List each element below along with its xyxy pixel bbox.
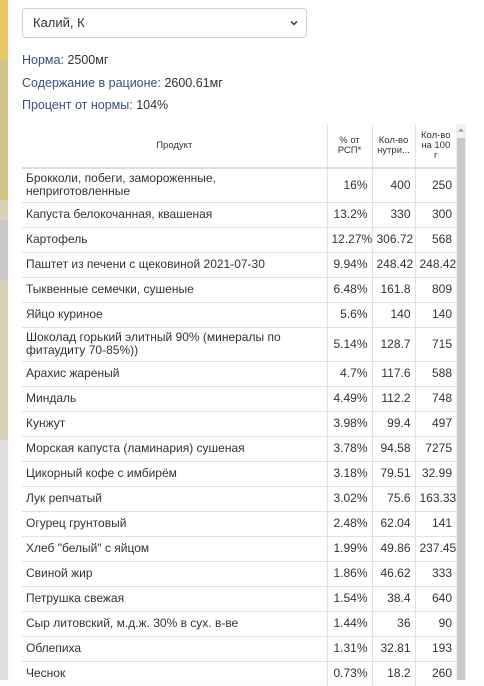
arrow-up-icon[interactable] (457, 126, 465, 134)
header-amount[interactable]: Кол-во нутри... (372, 124, 415, 168)
product-name-cell: Лук репчатый (22, 486, 327, 511)
table-row (22, 327, 456, 361)
product-name-cell: Тыквенные семечки, сушеные (22, 277, 327, 302)
table-row (22, 302, 456, 327)
per100-cell: 250 (415, 168, 456, 202)
products-table (22, 124, 456, 686)
amount-cell: 38.4 (372, 586, 415, 611)
amount-cell: 79.51 (372, 461, 415, 486)
content-value: 2600.61мг (164, 76, 223, 90)
product-name-cell: Чеснок (22, 661, 327, 686)
table-row (22, 436, 456, 461)
percent-cell: 3.02% (327, 486, 372, 511)
per100-cell: 497 (415, 411, 456, 436)
per100-cell: 588 (415, 361, 456, 386)
content-line (22, 76, 223, 90)
percent-line (22, 98, 168, 112)
per100-cell: 248.42 (415, 252, 456, 277)
product-name-cell: Петрушка свежая (22, 586, 327, 611)
per100-cell: 748 (415, 386, 456, 411)
per100-cell: 7275 (415, 436, 456, 461)
table-row (22, 511, 456, 536)
product-name-cell: Свиной жир (22, 561, 327, 586)
percent-label: Процент от нормы: (22, 98, 133, 112)
product-name-cell: Миндаль (22, 386, 327, 411)
percent-cell: 3.78% (327, 436, 372, 461)
table-row (22, 536, 456, 561)
percent-cell: 4.7% (327, 361, 372, 386)
norm-label: Норма: (22, 53, 64, 67)
product-name-cell: Капуста белокочанная, квашеная (22, 202, 327, 227)
product-name-cell: Огурец грунтовый (22, 511, 327, 536)
per100-cell: 141 (415, 511, 456, 536)
amount-cell: 112.2 (372, 386, 415, 411)
table-row (22, 586, 456, 611)
per100-cell: 140 (415, 302, 456, 327)
percent-cell: 1.86% (327, 561, 372, 586)
amount-cell: 330 (372, 202, 415, 227)
product-name-cell: Картофель (22, 227, 327, 252)
nutrient-select[interactable] (22, 8, 307, 38)
percent-cell: 1.99% (327, 536, 372, 561)
background-page-strip (0, 0, 8, 680)
product-name-cell: Кунжут (22, 411, 327, 436)
percent-cell: 6.48% (327, 277, 372, 302)
amount-cell: 99.4 (372, 411, 415, 436)
percent-cell: 4.49% (327, 386, 372, 411)
amount-cell: 46.62 (372, 561, 415, 586)
per100-cell: 300 (415, 202, 456, 227)
percent-cell: 3.18% (327, 461, 372, 486)
per100-cell: 715 (415, 327, 456, 361)
amount-cell: 248.42 (372, 252, 415, 277)
amount-cell: 400 (372, 168, 415, 202)
amount-cell: 140 (372, 302, 415, 327)
header-percent[interactable]: % от РСП* (327, 124, 372, 168)
amount-cell: 49.86 (372, 536, 415, 561)
header-product[interactable]: Продукт (22, 124, 327, 168)
percent-cell: 9.94% (327, 252, 372, 277)
table-row (22, 227, 456, 252)
amount-cell: 94.58 (372, 436, 415, 461)
per100-cell: 237.45 (415, 536, 456, 561)
table-row (22, 461, 456, 486)
percent-cell: 3.98% (327, 411, 372, 436)
amount-cell: 128.7 (372, 327, 415, 361)
amount-cell: 32.81 (372, 636, 415, 661)
product-name-cell: Паштет из печени с щековиной 2021-07-30 (22, 252, 327, 277)
per100-cell: 568 (415, 227, 456, 252)
table-row (22, 636, 456, 661)
product-name-cell: Цикорный кофе с имбирём (22, 461, 327, 486)
percent-cell: 5.14% (327, 327, 372, 361)
table-row (22, 168, 456, 202)
table-scrollbar-thumb[interactable] (457, 138, 465, 680)
product-name-cell: Сыр литовский, м.д.ж. 30% в сух. в-ве (22, 611, 327, 636)
per100-cell: 260 (415, 661, 456, 686)
per100-cell: 193 (415, 636, 456, 661)
nutrient-select-value: Калий, К (33, 15, 85, 30)
product-name-cell: Яйцо куриное (22, 302, 327, 327)
table-row (22, 361, 456, 386)
amount-cell: 306.72 (372, 227, 415, 252)
per100-cell: 32.99 (415, 461, 456, 486)
norm-value: 2500мг (67, 53, 109, 67)
percent-cell: 1.31% (327, 636, 372, 661)
amount-cell: 117.6 (372, 361, 415, 386)
table-row (22, 411, 456, 436)
table-row (22, 202, 456, 227)
header-per100[interactable]: Кол-во на 100 г (415, 124, 456, 168)
per100-cell: 163.33 (415, 486, 456, 511)
product-name-cell: Облепиха (22, 636, 327, 661)
content-label: Содержание в рационе: (22, 76, 161, 90)
percent-cell: 0.73% (327, 661, 372, 686)
per100-cell: 640 (415, 586, 456, 611)
amount-cell: 18.2 (372, 661, 415, 686)
table-row (22, 386, 456, 411)
chevron-down-icon (290, 19, 298, 27)
percent-cell: 1.54% (327, 586, 372, 611)
percent-cell: 1.44% (327, 611, 372, 636)
percent-cell: 5.6% (327, 302, 372, 327)
product-name-cell: Морская капуста (ламинария) сушеная (22, 436, 327, 461)
percent-value: 104% (136, 98, 169, 112)
percent-cell: 16% (327, 168, 372, 202)
nutrient-panel (12, 0, 484, 680)
amount-cell: 62.04 (372, 511, 415, 536)
table-row (22, 252, 456, 277)
table-row (22, 561, 456, 586)
table-row (22, 611, 456, 636)
table-row (22, 277, 456, 302)
amount-cell: 161.8 (372, 277, 415, 302)
amount-cell: 36 (372, 611, 415, 636)
amount-cell: 75.6 (372, 486, 415, 511)
product-name-cell: Брокколи, побеги, замороженные, неприготовленные (22, 168, 327, 202)
norm-line (22, 53, 108, 67)
table-row (22, 661, 456, 686)
per100-cell: 90 (415, 611, 456, 636)
per100-cell: 333 (415, 561, 456, 586)
per100-cell: 809 (415, 277, 456, 302)
percent-cell: 13.2% (327, 202, 372, 227)
product-name-cell: Арахис жареный (22, 361, 327, 386)
product-name-cell: Шоколад горький элитный 90% (минералы по фитаудиту 70-85%)) (22, 327, 327, 361)
percent-cell: 12.27% (327, 227, 372, 252)
percent-cell: 2.48% (327, 511, 372, 536)
product-name-cell: Хлеб "белый" с яйцом (22, 536, 327, 561)
table-row (22, 486, 456, 511)
